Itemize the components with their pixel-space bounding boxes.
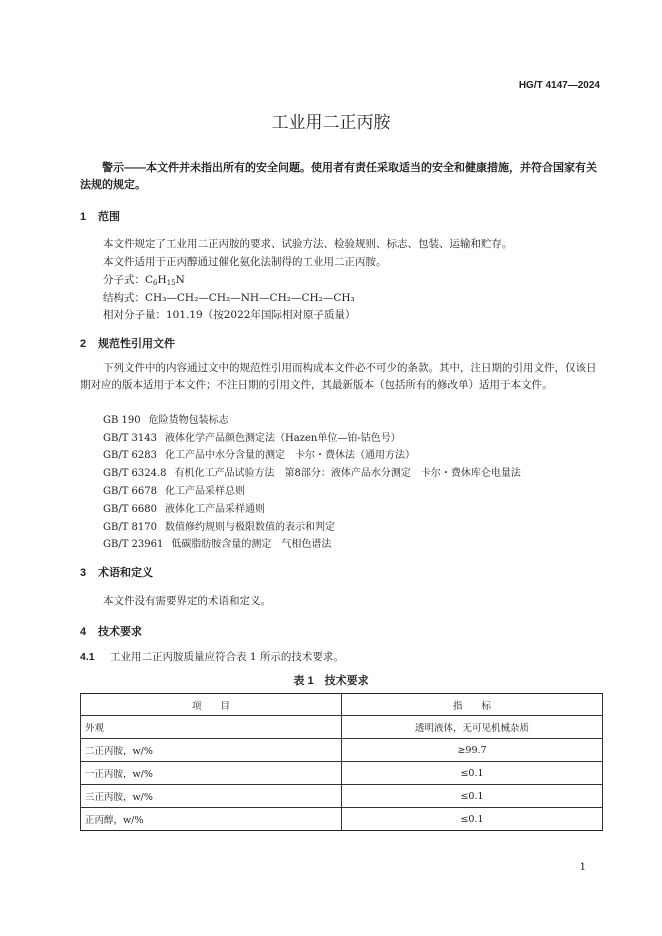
table-caption: 表 1 技术要求 bbox=[293, 675, 369, 687]
reference-title: 数值修约规则与极限数值的表示和判定 bbox=[165, 522, 336, 533]
section-1-heading bbox=[80, 208, 120, 224]
document-title: 工业用二正丙胺 bbox=[271, 113, 391, 132]
reference-code: GB/T 8170 bbox=[103, 522, 158, 533]
section-number: 4 bbox=[80, 626, 87, 638]
standard-code: HG/T 4147—2024 bbox=[518, 80, 600, 91]
table-row bbox=[81, 716, 603, 739]
reference-code: GB 190 bbox=[103, 415, 141, 426]
table-cell-value: ≥99.7 bbox=[342, 739, 603, 762]
section-title: 范围 bbox=[98, 211, 120, 223]
reference-title: 化工产品中水分含量的测定 卡尔・费休法（通用方法） bbox=[165, 450, 416, 461]
table-cell-value: ≤0.1 bbox=[342, 808, 603, 831]
section-3-heading bbox=[80, 564, 153, 580]
scope-paragraph-2: 本文件适用于正丙醇通过催化氨化法制得的工业用二正丙胺。 bbox=[103, 256, 387, 268]
clause-4-1 bbox=[80, 649, 344, 664]
reference-item bbox=[103, 429, 401, 444]
reference-item bbox=[103, 411, 229, 426]
table-cell-item: 二正丙胺，w/% bbox=[81, 739, 342, 762]
table-row bbox=[81, 739, 603, 762]
scope-paragraph-1: 本文件规定了工业用二正丙胺的要求、试验方法、检验规则、标志、包装、运输和贮存。 bbox=[103, 238, 513, 250]
reference-title: 液体化工产品采样通则 bbox=[165, 504, 266, 515]
references-intro bbox=[80, 360, 605, 394]
molar-mass: 相对分子量：101.19（按2022年国际相对原子质量） bbox=[103, 309, 356, 321]
column-header-item: 项 目 bbox=[81, 694, 342, 716]
reference-code: GB/T 6283 bbox=[103, 450, 158, 461]
reference-title: 液体化学产品颜色测定法（Hazen单位—铂-钴色号） bbox=[165, 433, 401, 444]
table-header-row bbox=[81, 694, 603, 716]
table-cell-item: 三正丙胺，w/% bbox=[81, 785, 342, 808]
section-title: 技术要求 bbox=[98, 626, 142, 638]
reference-title: 化工产品采样总则 bbox=[165, 486, 246, 497]
section-title: 术语和定义 bbox=[98, 567, 153, 579]
formula-label: 分子式： bbox=[103, 274, 145, 286]
clause-number: 4.1 bbox=[80, 651, 95, 663]
section-2-heading bbox=[80, 335, 175, 351]
reference-code: GB/T 6680 bbox=[103, 504, 158, 515]
terms-paragraph: 本文件没有需要界定的术语和定义。 bbox=[103, 595, 271, 607]
reference-item bbox=[103, 518, 335, 533]
reference-item bbox=[103, 535, 331, 550]
table-row bbox=[81, 785, 603, 808]
structural-formula: 结构式：CH₃—CH₂—CH₂—NH—CH₂—CH₂—CH₃ bbox=[103, 292, 355, 304]
table-row bbox=[81, 762, 603, 785]
references-intro-text: 下列文件中的内容通过文中的规范性引用而构成本文件必不可少的条款。其中，注日期的引用文件，仅该日期对应的版本适用于本文件；不注日期的引用文件，其最新版本（包括所有的修改单）适用于本文件。 bbox=[80, 362, 597, 391]
page-number: 1 bbox=[579, 862, 586, 873]
column-header-index: 指 标 bbox=[342, 694, 603, 716]
reference-item bbox=[103, 446, 415, 461]
table-row bbox=[81, 808, 603, 831]
table-cell-item: 一正丙胺，w/% bbox=[81, 762, 342, 785]
reference-code: GB/T 6324.8 bbox=[103, 468, 167, 479]
section-number: 1 bbox=[80, 211, 87, 223]
clause-text: 工业用二正丙胺质量应符合表 1 所示的技术要求。 bbox=[110, 651, 344, 663]
table-cell-item: 正丙醇，w/% bbox=[81, 808, 342, 831]
reference-code: GB/T 6678 bbox=[103, 486, 158, 497]
section-number: 3 bbox=[80, 567, 87, 579]
warning-paragraph bbox=[80, 160, 605, 194]
reference-title: 危险货物包装标志 bbox=[148, 415, 229, 426]
reference-title: 低碳脂肪胺含量的测定 气相色谱法 bbox=[171, 539, 332, 550]
section-title: 规范性引用文件 bbox=[98, 338, 175, 350]
section-4-heading bbox=[80, 623, 142, 639]
section-number: 2 bbox=[80, 338, 87, 350]
table-cell-value: ≤0.1 bbox=[342, 762, 603, 785]
reference-item bbox=[103, 464, 521, 479]
reference-code: GB/T 23961 bbox=[103, 539, 164, 550]
table-cell-value: 透明液体，无可见机械杂质 bbox=[342, 716, 603, 739]
table-cell-item: 外观 bbox=[81, 716, 342, 739]
reference-code: GB/T 3143 bbox=[103, 433, 158, 444]
technical-requirements-table bbox=[80, 693, 603, 831]
reference-item bbox=[103, 482, 245, 497]
reference-item bbox=[103, 500, 265, 515]
reference-title: 有机化工产品试验方法 第8部分：液体产品水分测定 卡尔・费休库仑电量法 bbox=[174, 468, 521, 479]
table-cell-value: ≤0.1 bbox=[342, 785, 603, 808]
molecular-formula: 分子式：$C_6H_{15}N$ bbox=[103, 274, 185, 287]
warning-text: 警示——本文件并未指出所有的安全问题。使用者有责任采取适当的安全和健康措施，并符合国家有关法规的规定。 bbox=[80, 162, 597, 191]
